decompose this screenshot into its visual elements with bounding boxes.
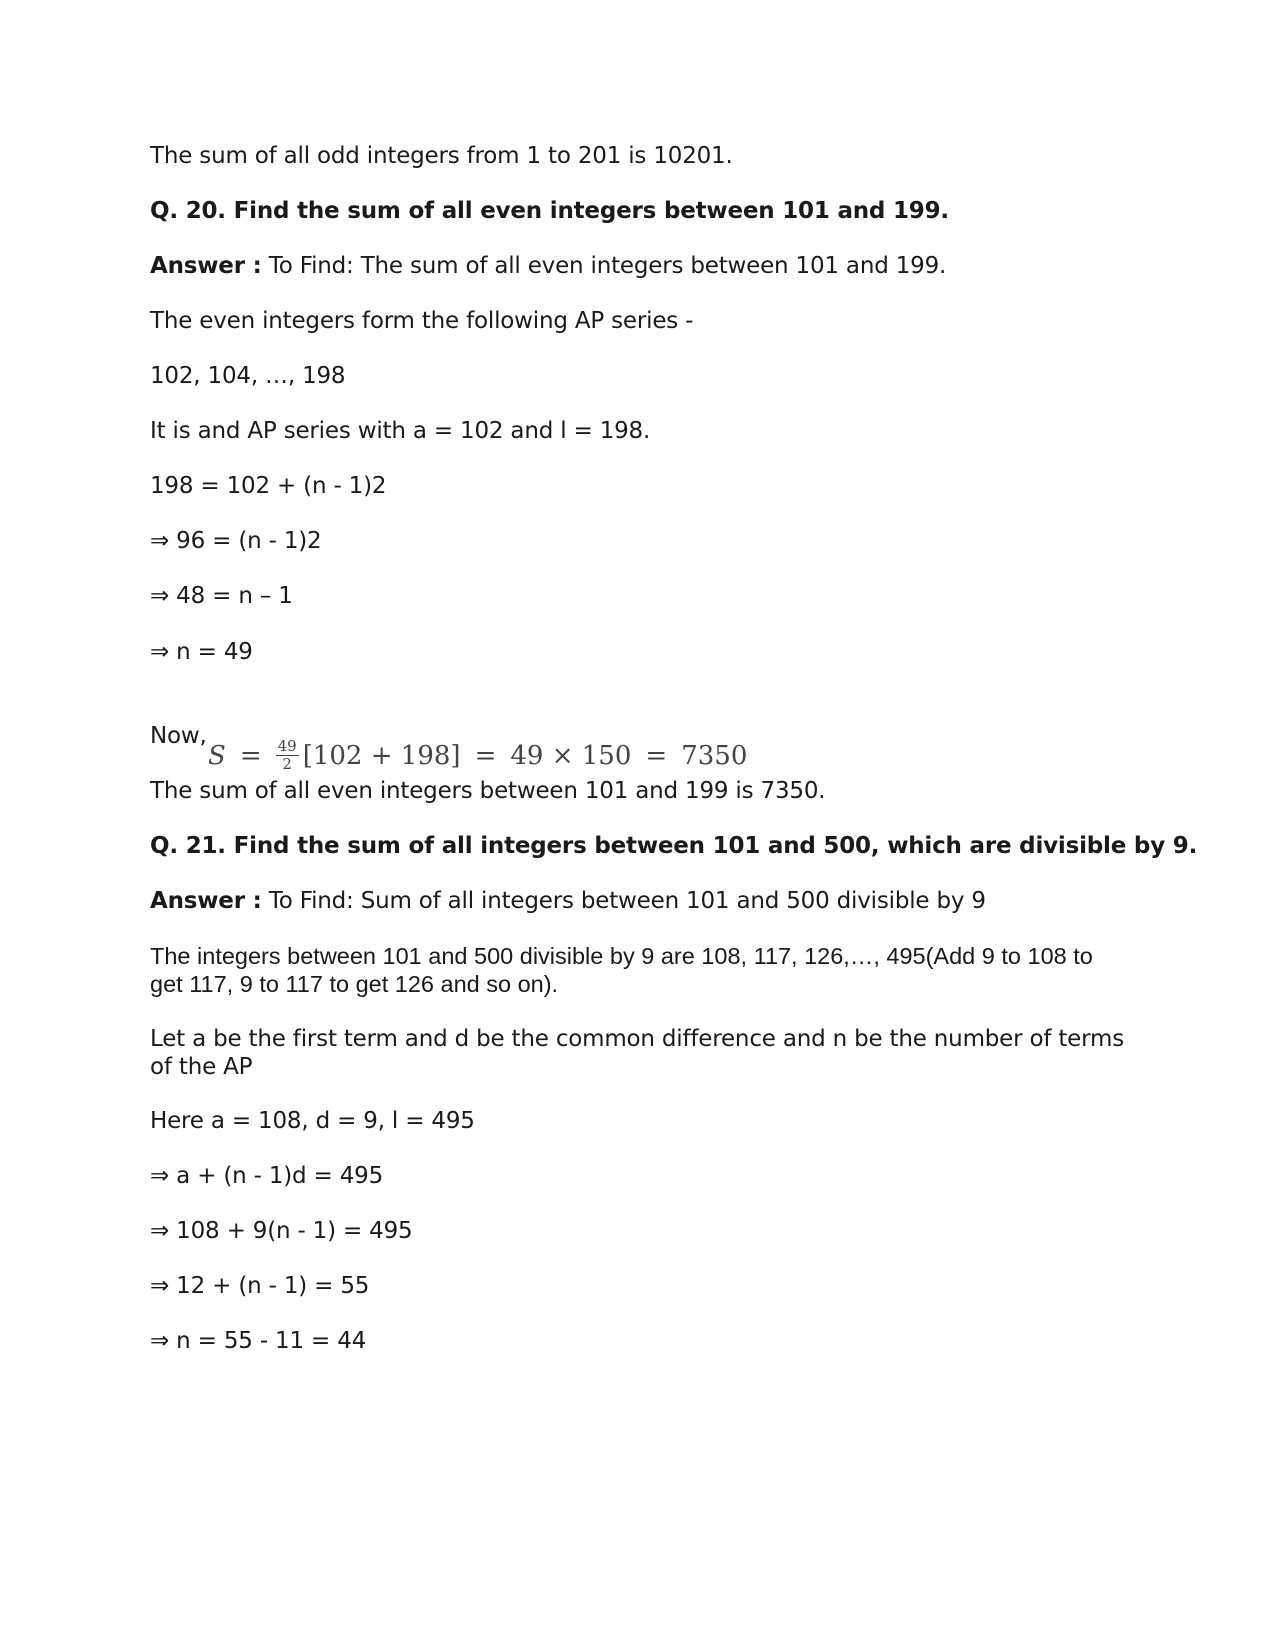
formula-lhs: S <box>208 741 226 771</box>
paragraph: The integers between 101 and 500 divisible by 9 are 108, 117, 126,…, 495(Add 9 to 108 to get 117, 9 to 117 to get 126 and so on). <box>150 943 1093 997</box>
equation-line: ⇒ 96 = (n - 1)2 <box>150 528 322 554</box>
answer-text: To Find: Sum of all integers between 101 and 500 divisible by 9 <box>261 888 986 914</box>
now-label: Now, <box>150 723 207 749</box>
equation-line: 198 = 102 + (n - 1)2 <box>150 473 387 499</box>
question-21: Q. 21. Find the sum of all integers between 101 and 500, which are divisible by 9. <box>150 833 1198 859</box>
equation-line: ⇒ 12 + (n - 1) = 55 <box>150 1273 370 1299</box>
answer-20 <box>150 252 946 281</box>
answer-21 <box>150 887 986 916</box>
question-20: Q. 20. Find the sum of all even integers between 101 and 199. <box>150 198 949 224</box>
answer-label: Answer : <box>150 253 262 279</box>
text-line: The even integers form the following AP series - <box>150 308 694 334</box>
answer-label: Answer : <box>150 888 262 914</box>
formula-equals: = <box>645 741 668 771</box>
text-line: It is and AP series with a = 102 and l = 198. <box>150 418 651 444</box>
sum-formula <box>208 728 747 784</box>
formula-fraction <box>276 738 299 773</box>
equation-line: ⇒ 48 = n – 1 <box>150 583 293 609</box>
equation-line: ⇒ a + (n - 1)d = 495 <box>150 1163 384 1189</box>
fraction-numerator: 49 <box>277 736 297 755</box>
equation-line: ⇒ 108 + 9(n - 1) = 495 <box>150 1218 413 1244</box>
equation-line: ⇒ n = 49 <box>150 639 253 665</box>
fraction-denominator: 2 <box>282 754 292 773</box>
text-line: The sum of all odd integers from 1 to 201 is 10201. <box>150 143 733 169</box>
formula-product: 49 × 150 <box>510 741 632 771</box>
formula-equals: = <box>239 741 262 771</box>
text-line: Here a = 108, d = 9, l = 495 <box>150 1108 475 1134</box>
answer-text: To Find: The sum of all even integers between 101 and 199. <box>261 253 947 279</box>
paragraph: Let a be the first term and d be the common difference and n be the number of terms of the AP <box>150 1026 1124 1080</box>
text-line: The sum of all even integers between 101 and 199 is 7350. <box>150 778 826 804</box>
text-line: 102, 104, …, 198 <box>150 363 346 389</box>
formula-equals: = <box>474 741 497 771</box>
equation-line: ⇒ n = 55 - 11 = 44 <box>150 1328 367 1354</box>
formula-result: 7350 <box>681 741 748 771</box>
formula-bracket: [102 + 198] <box>302 741 461 771</box>
